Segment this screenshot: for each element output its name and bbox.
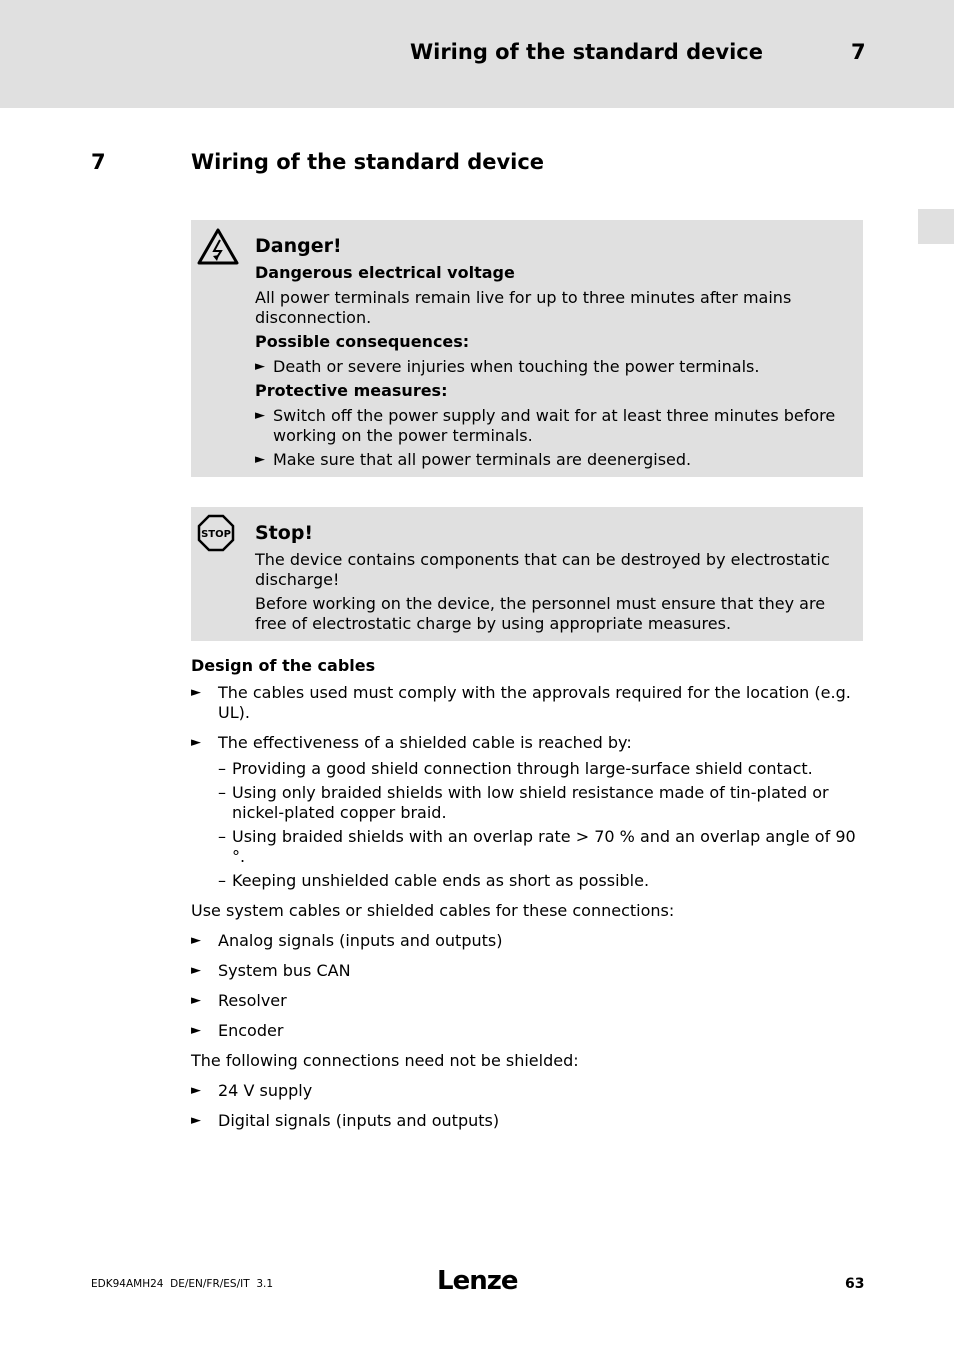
page-number: 63 [845,1276,865,1292]
consequence-text: Death or severe injuries when touching the power terminals. [273,357,760,376]
bullet-arrow-icon: ► [191,685,201,700]
list-item [255,450,851,470]
dash-marker: – [218,871,226,890]
bullet-arrow-icon: ► [191,933,201,948]
dash-item [191,827,863,867]
chapter-title: Wiring of the standard device [191,150,545,174]
dash-text: Using braided shields with an overlap rate > 70 % and an overlap angle of 90 °. [232,827,856,866]
stop-heading: Stop! [255,522,314,544]
danger-subheading: Dangerous electrical voltage [255,263,515,282]
danger-box [191,220,863,477]
bullet-arrow-icon: ► [191,993,201,1008]
danger-heading: Danger! [255,235,342,257]
dash-marker: – [218,759,226,778]
list-item [255,357,851,377]
list-item [191,1111,863,1131]
stop-sign-icon [196,513,236,557]
header-title: Wiring of the standard device [409,40,763,64]
bullet-arrow-icon: ► [191,963,201,978]
dash-text: Keeping unshielded cable ends as short as possible. [232,871,650,890]
list-text: The effectiveness of a shielded cable is reached by: [218,733,632,752]
bullet-arrow-icon: ► [255,408,265,423]
list-text: 24 V supply [218,1081,313,1100]
list-item [191,961,863,981]
bullet-arrow-icon: ► [191,1083,201,1098]
lenze-logo: Lenze [437,1266,518,1296]
chapter-number: 7 [91,150,106,174]
dash-item [191,871,863,891]
bullet-arrow-icon: ► [255,452,265,467]
list-item [191,733,863,753]
bullet-arrow-icon: ► [191,1113,201,1128]
dash-marker: – [218,783,226,802]
list-item [191,683,863,723]
cables-section [191,656,863,1141]
list-text: Digital signals (inputs and outputs) [218,1111,500,1130]
list-item [191,931,863,951]
list-item [191,1081,863,1101]
stop-paragraph: Before working on the device, the personnel must ensure that they are free of electrostatic charge by using appropriate measures. [255,594,826,633]
measures-label: Protective measures: [255,381,448,400]
stop-paragraph: The device contains components that can be destroyed by electrostatic discharge! [255,550,830,589]
list-text: System bus CAN [218,961,351,980]
danger-text: All power terminals remain live for up to three minutes after mains disconnection. [255,288,792,327]
dash-text: Using only braided shields with low shield resistance made of tin-plated or nickel-plated copper braid. [232,783,829,822]
list-text: The cables used must comply with the approvals required for the location (e.g. UL). [218,683,851,722]
dash-marker: – [218,827,226,846]
stop-icon-label: STOP [201,529,231,540]
stop-box [191,507,863,641]
measure-text: Switch off the power supply and wait for at least three minutes before working on the power terminals. [273,406,836,445]
document-id: EDK94AMH24 DE/EN/FR/ES/IT 3.1 [91,1278,274,1290]
dash-item [191,759,863,779]
unshielded-intro: The following connections need not be shielded: [191,1051,579,1070]
list-item [255,406,851,446]
bullet-arrow-icon: ► [255,359,265,374]
list-item [191,991,863,1011]
list-item [191,1021,863,1041]
cables-heading: Design of the cables [191,656,376,675]
list-text: Resolver [218,991,287,1010]
consequences-label: Possible consequences: [255,332,470,351]
list-text: Analog signals (inputs and outputs) [218,931,503,950]
bullet-arrow-icon: ► [191,1023,201,1038]
dash-text: Providing a good shield connection through large-surface shield contact. [232,759,813,778]
list-text: Encoder [218,1021,284,1040]
bullet-arrow-icon: ► [191,735,201,750]
electrical-hazard-icon [196,226,240,270]
measure-text: Make sure that all power terminals are deenergised. [273,450,692,469]
chapter-tab-marker [918,209,954,244]
dash-item [191,783,863,823]
header-chapter-number: 7 [851,40,866,64]
shielded-intro: Use system cables or shielded cables for these connections: [191,901,675,920]
